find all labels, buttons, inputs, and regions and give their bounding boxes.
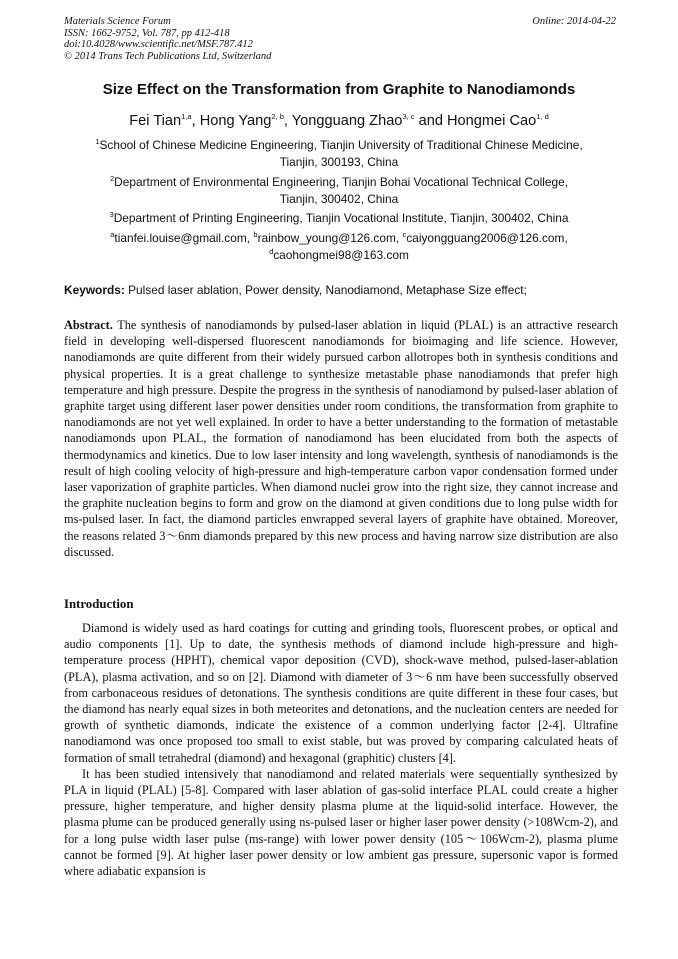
affiliation-sup: 1 <box>95 137 100 147</box>
email-link[interactable]: caohongmei98@163.com <box>273 248 409 262</box>
issn-line: ISSN: 1662-9752, Vol. 787, pp 412-418 <box>64 27 230 39</box>
author-name: Fei Tian <box>129 113 182 129</box>
author-sup: 2, b <box>271 112 284 122</box>
affiliation-text: School of Chinese Medicine Engineering, Tianjin University of Traditional Chinese Medicine, <box>99 138 583 152</box>
author-sup: 3, c <box>402 112 415 122</box>
abstract-text: The synthesis of nanodiamonds by pulsed-laser ablation in liquid (PLAL) is an attractive research field in developing well-dispersed fluorescent nanodiamonds for bioimaging and life science. However, nanodiamonds are quite different from their widely pursued carbon allotropes both in synthesis conditions and physical properties. It is a great challenge to synthesize metastable phase nanodiamonds that prefer high temperature and high pressure. Despite the progress in the synthesis of nanodiamond by pulsed-laser ablation of graphite target using different laser power densities under room conditions, the transformation from graphite to nanodiamonds are not yet well explained. In order to have a better understanding to the formation of metastable nanodiamonds upon PLAL, the formation of nanodiamond has been elucidated from both the aspects of thermodynamics and kinetics. Due to low laser intensity and long wavelength, synthesis of nanodiamonds is the result of high cooling velocity of high-pressure and high-temperature carbon vapor condensation formed under laser vaporization of graphite particles. When diamond nuclei grow into the right size, they cannot increase and the graphite nucleation begins to form and grow on the diamond at given conditions due to long pulse width for ms-pulsed laser. In fact, the diamond particles enwrapped several layers of graphite have obtained. Moreover, the reasons related 3～6nm diamonds prepared by this new process and having narrow size distribution are also discussed. <box>64 318 618 559</box>
email-sup: a <box>110 230 115 240</box>
journal-header <box>64 16 271 62</box>
doi-line: doi:10.4028/www.scientific.net/MSF.787.412 <box>64 39 253 51</box>
keywords-text: Pulsed laser ablation, Power density, Nanodiamond, Metaphase Size effect; <box>124 283 527 297</box>
keywords-label: Keywords: <box>64 283 125 297</box>
author-sup: 1, d <box>536 112 549 122</box>
affiliation-sup: 3 <box>109 210 114 220</box>
keywords <box>64 282 618 298</box>
affiliation-text: Department of Printing Engineering, Tianjin Vocational Institute, Tianjin, 300402, China <box>113 211 569 225</box>
affiliation-1 <box>60 137 618 171</box>
paper-title: Size Effect on the Transformation from Graphite to Nanodiamonds <box>102 81 576 98</box>
abstract <box>64 317 618 560</box>
author-name: Hong Yang <box>199 113 272 129</box>
affiliation-text: Tianjin, 300193, China <box>279 155 399 169</box>
affiliation-sup: 2 <box>109 174 115 184</box>
affiliation-text: Tianjin, 300402, China <box>279 192 399 206</box>
author-separator: and <box>414 113 447 129</box>
email-link[interactable]: tianfei.louise@gmail.com, <box>114 231 251 245</box>
author-name: Yongguang Zhao <box>291 113 403 129</box>
email-sup: d <box>269 247 274 257</box>
affiliation-3 <box>60 210 618 227</box>
online-date: Online: 2014-04-22 <box>532 16 616 27</box>
copyright-line: © 2014 Trans Tech Publications Ltd, Switzerland <box>64 50 272 62</box>
email-link[interactable]: rainbow_young@126.com, <box>257 231 400 245</box>
introduction-body <box>64 620 618 879</box>
author-name: Hongmei Cao <box>447 113 537 129</box>
journal-name: Materials Science Forum <box>64 16 171 27</box>
email-block <box>60 230 618 264</box>
author-list <box>40 112 638 130</box>
email-sup: b <box>253 230 258 240</box>
email-sup: c <box>402 230 407 240</box>
email-link[interactable]: caiyongguang2006@126.com, <box>406 231 568 245</box>
paragraph: It has been studied intensively that nanodiamond and related materials were sequentially synthesized by PLA in liquid (PLAL) [5-8]. Compared with laser ablation of gas-solid interface PLAL could create a higher pressure, higher temperature, and higher density plasma plume at the liquid-solid interface. However, the plasma plume can be produced generally using ns-pulsed laser or higher laser power density (>108Wcm-2), and for a long pulse width laser pulse (ms-range) with lower power density (105～106Wcm-2), plasma plume cannot be formed [9]. At higher laser power density or low ambient gas pressure, supersonic vapor is formed where adiabatic expansion is <box>64 766 618 879</box>
author-separator: , <box>283 113 292 129</box>
affiliation-2 <box>60 174 618 208</box>
abstract-label: Abstract. <box>64 318 113 332</box>
affiliation-text: Department of Environmental Engineering, Tianjin Bohai Vocational Technical College, <box>114 175 569 189</box>
introduction-heading: Introduction <box>64 597 134 611</box>
paragraph: Diamond is widely used as hard coatings for cutting and grinding tools, fluorescent probes, or optical and audio components [1]. Up to date, the synthesis methods of diamond include high-pressure and high-temperature process (HPHT), chemical vapor deposition (CVD), shock-wave method, pulsed-laser-ablation (PLA), plasma activation, and so on [2]. Diamond with diameter of 3～6 nm have been successfully observed from carbonaceous residues of detonations. The synthesis conditions are quite different in these four cases, but the diamond has nearly equal sizes in both meteorites and detonations, and the nucleation centers are needed for growth of synthetic diamonds, indicate the existence of a common underlying factor [2-4]. Ultrafine nanodiamond was once proposed too small to exist stable, but was proved by comparing calculated heats of formation of small tetrahedral (diamond) and hexagonal (graphitic) clusters [4]. <box>64 621 618 765</box>
author-sup: 1,a <box>181 112 192 122</box>
author-separator: , <box>191 113 200 129</box>
